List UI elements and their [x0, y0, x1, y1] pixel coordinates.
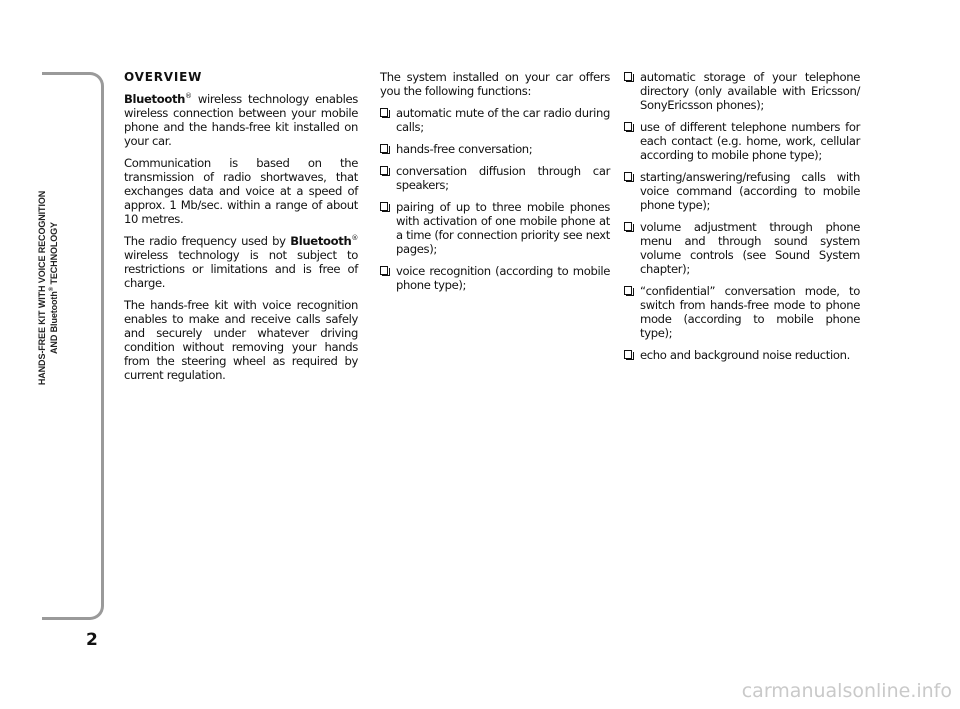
checkbox-bullet-icon: [380, 166, 388, 175]
checkbox-bullet-icon: [380, 144, 388, 153]
paragraph-bluetooth-intro: Bluetooth® wireless technology enables wireless connection between your mobile phone and the hands-free kit installed on your car.: [124, 92, 358, 148]
chapter-title-line1: HANDS-FREE KIT WITH VOICE RECOGNITION: [37, 190, 47, 386]
list-item: echo and background noise reduction.: [624, 348, 860, 362]
paragraph-radio-frequency: The radio frequency used by Bluetooth® wireless technology is not subject to restrictions or limitations and is free of charge.: [124, 234, 358, 290]
list-item: volume adjustment through phone menu and through sound system volume controls (see Sound System chapter);: [624, 220, 860, 276]
functions-intro: The system installed on your car offers you the following functions:: [380, 70, 610, 98]
paragraph-hands-free-kit: The hands-free kit with voice recognition enables to make and receive calls safely and securely under whatever driving condition without removing your hands from the steering wheel as required by current regulation.: [124, 298, 358, 382]
checkbox-bullet-icon: [624, 172, 632, 181]
checkbox-bullet-icon: [380, 266, 388, 275]
checkbox-bullet-icon: [624, 350, 632, 359]
list-item: hands-free conversation;: [380, 142, 610, 156]
list-item: automatic storage of your telephone directory (only available with Ericsson/ SonyEricsson phones);: [624, 70, 860, 112]
list-item: conversation diffusion through car speakers;: [380, 164, 610, 192]
checkbox-bullet-icon: [624, 72, 632, 81]
checkbox-bullet-icon: [624, 222, 632, 231]
list-item: “confidential” conversation mode, to switch from hands-free mode to phone mode (according to mobile phone type);: [624, 284, 860, 340]
page-number: 2: [86, 630, 98, 650]
list-item: use of different telephone numbers for each contact (e.g. home, work, cellular according to mobile phone type);: [624, 120, 860, 162]
chapter-title-line2: AND Bluetooth® TECHNOLOGY: [49, 222, 59, 354]
checkbox-bullet-icon: [380, 108, 388, 117]
list-item: pairing of up to three mobile phones with activation of one mobile phone at a time (for connection priority see next pages);: [380, 200, 610, 256]
list-item: automatic mute of the car radio during calls;: [380, 106, 610, 134]
column-functions-continued: [624, 70, 860, 370]
checkbox-bullet-icon: [624, 122, 632, 131]
list-item: starting/answering/refusing calls with voice command (according to mobile phone type);: [624, 170, 860, 212]
functions-list: [380, 106, 610, 292]
checkbox-bullet-icon: [624, 286, 632, 295]
column-overview: [124, 70, 358, 390]
section-heading: OVERVIEW: [124, 70, 203, 84]
chapter-title: [36, 128, 66, 448]
column-functions: [380, 70, 610, 300]
functions-list-continued: [624, 70, 860, 362]
paragraph-communication: Communication is based on the transmission of radio shortwaves, that exchanges data and voice at a speed of approx. 1 Mb/sec. within a range of about 10 metres.: [124, 156, 358, 226]
list-item: voice recognition (according to mobile phone type);: [380, 264, 610, 292]
checkbox-bullet-icon: [380, 202, 388, 211]
watermark: carmanualsonline.info: [741, 680, 952, 702]
